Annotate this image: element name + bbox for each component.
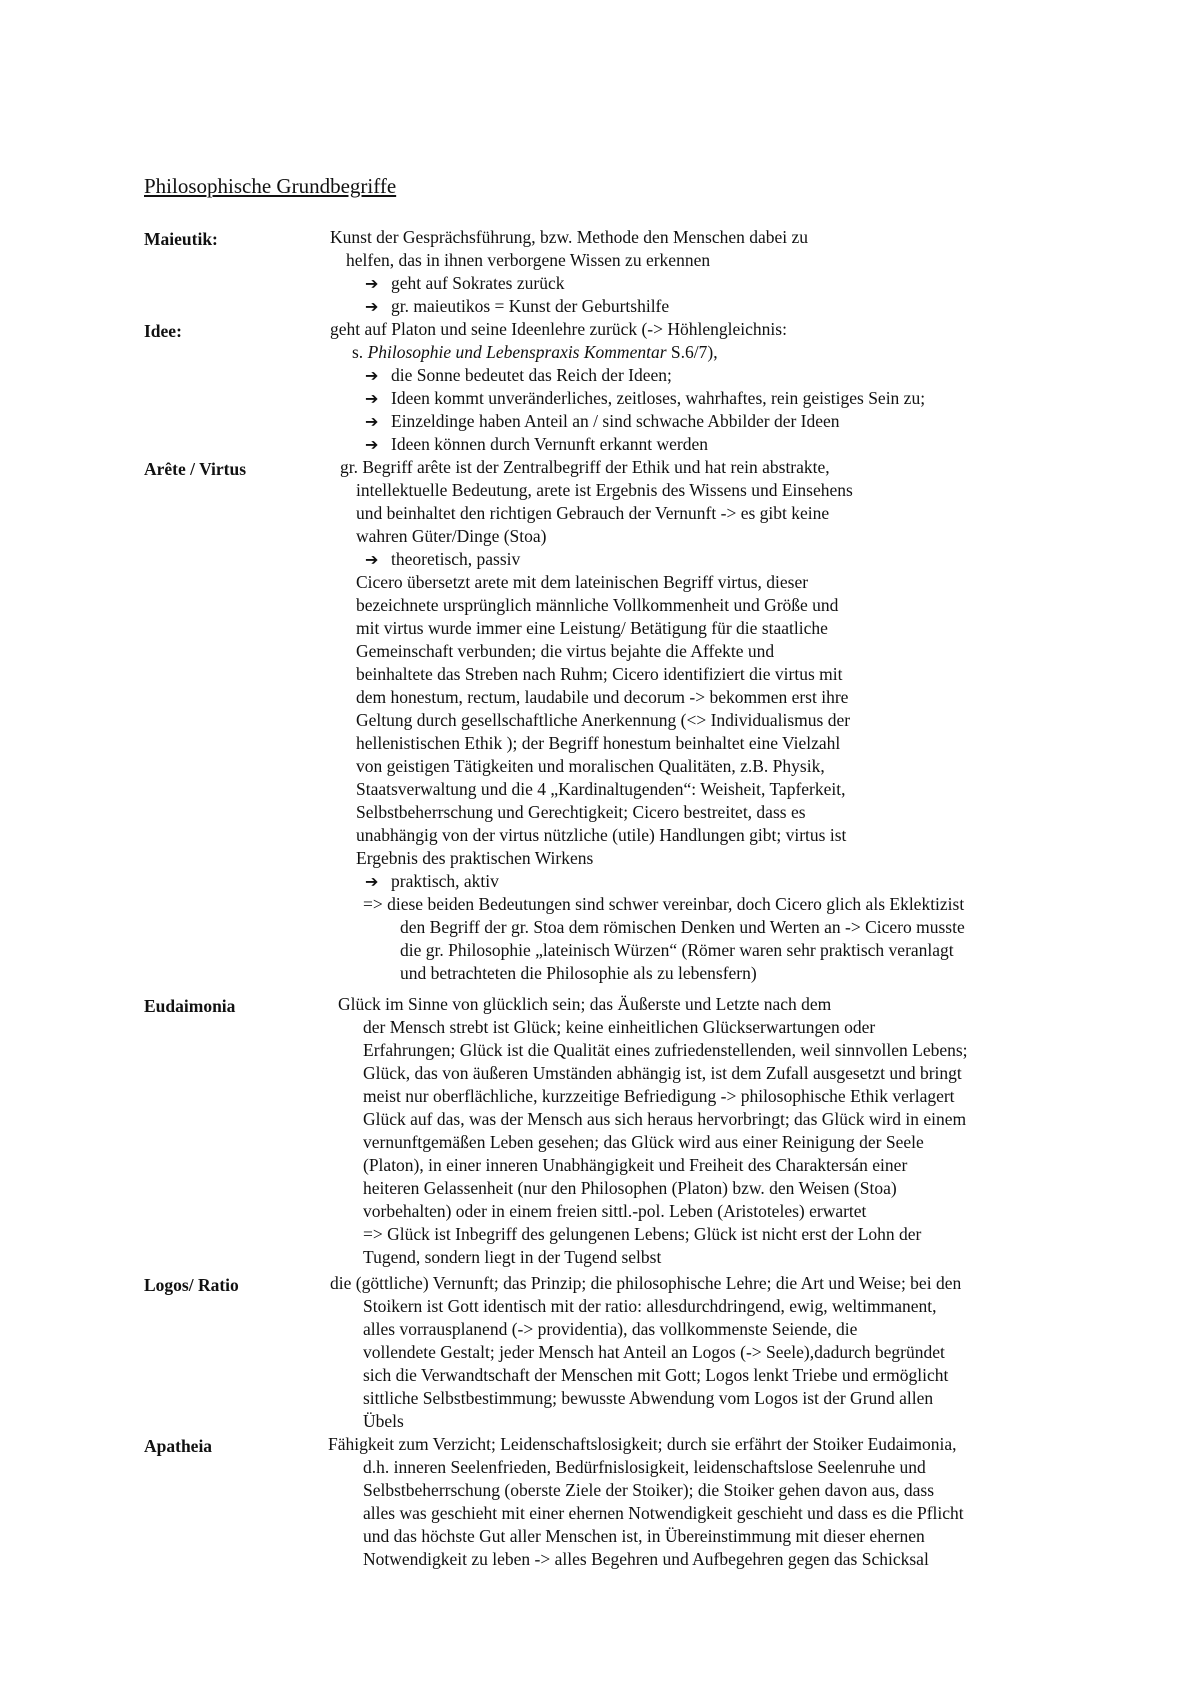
definition-line: Cicero übersetzt arete mit dem lateinischen Begriff virtus, dieser xyxy=(356,572,809,592)
definition-line: Übels xyxy=(363,1411,404,1431)
bullet-item xyxy=(365,364,672,387)
definition-line: intellektuelle Bedeutung, arete ist Ergebnis des Wissens und Einsehens xyxy=(356,480,853,500)
definition-line: gr. Begriff arête ist der Zentralbegriff der Ethik und hat rein abstrakte, xyxy=(340,457,830,477)
definition-line: Glück, das von äußeren Umständen abhängig ist, ist dem Zufall ausgesetzt und bringt xyxy=(363,1063,962,1083)
bullet-text: praktisch, aktiv xyxy=(391,871,499,891)
bullet-text: Ideen können durch Vernunft erkannt werden xyxy=(391,434,708,454)
definition-line: dem honestum, rectum, laudabile und decorum -> bekommen erst ihre xyxy=(356,687,849,707)
definition-line: Fähigkeit zum Verzicht; Leidenschaftslosigkeit; durch sie erfährt der Stoiker Eudaimonia, xyxy=(328,1434,957,1454)
definition-line: alles was geschieht mit einer ehernen Notwendigkeit geschieht und dass es die Pflicht xyxy=(363,1503,964,1523)
definition-line: hellenistischen Ethik ); der Begriff honestum beinhaltet eine Vielzahl xyxy=(356,733,841,753)
definition-line: d.h. inneren Seelenfrieden, Bedürfnislosigkeit, leidenschaftslose Seelenruhe und xyxy=(363,1457,926,1477)
bullet-item xyxy=(365,433,708,456)
definition-line: Gemeinschaft verbunden; die virtus bejahte die Affekte und xyxy=(356,641,775,661)
definition-line: beinhaltete das Streben nach Ruhm; Cicero identifiziert die virtus mit xyxy=(356,664,843,684)
definition-line: sittliche Selbstbestimmung; bewusste Abwendung vom Logos ist der Grund allen xyxy=(363,1388,934,1408)
definition-line: Geltung durch gesellschaftliche Anerkennung (<> Individualismus der xyxy=(356,710,851,730)
definition-line: unabhängig von der virtus nützliche (utile) Handlungen gibt; virtus ist xyxy=(356,825,847,845)
definition-line: Stoikern ist Gott identisch mit der ratio: allesdurchdringend, ewig, weltimmanent, xyxy=(363,1296,937,1316)
bullet-text: gr. maieutikos = Kunst der Geburtshilfe xyxy=(391,296,670,316)
bullet-text: Ideen kommt unveränderliches, zeitloses, wahrhaftes, rein geistiges Sein zu; xyxy=(391,388,926,408)
bullet-text: theoretisch, passiv xyxy=(391,549,521,569)
definition-line: (Platon), in einer inneren Unabhängigkeit und Freiheit des Charaktersán einer xyxy=(363,1155,908,1175)
definition-line: alles vorrausplanend (-> providentia), das vollkommenste Seiende, die xyxy=(363,1319,858,1339)
definition-line: Notwendigkeit zu leben -> alles Begehren und Aufbegehren gegen das Schicksal xyxy=(363,1549,929,1569)
arrow-icon: ➔ xyxy=(365,389,379,408)
definition-line: Selbstbeherrschung (oberste Ziele der Stoiker); die Stoiker gehen davon aus, dass xyxy=(363,1480,935,1500)
definition-line: Erfahrungen; Glück ist die Qualität eines zufriedenstellenden, weil sinnvollen Lebens; xyxy=(363,1040,968,1060)
arrow-icon: ➔ xyxy=(365,412,379,431)
arrow-icon: ➔ xyxy=(365,274,379,293)
definition-line: die (göttliche) Vernunft; das Prinzip; die philosophische Lehre; die Art und Weise; bei den xyxy=(330,1273,962,1293)
definition-line: Staatsverwaltung und die 4 „Kardinaltugenden“: Weisheit, Tapferkeit, xyxy=(356,779,846,799)
definition-line: Ergebnis des praktischen Wirkens xyxy=(356,848,594,868)
conclusion-line: => Glück ist Inbegriff des gelungenen Lebens; Glück ist nicht erst der Lohn der xyxy=(363,1224,922,1244)
term-eudaimonia: Eudaimonia xyxy=(144,996,236,1016)
page-title: Philosophische Grundbegriffe xyxy=(144,174,397,198)
term-arete-virtus: Arête / Virtus xyxy=(144,459,247,479)
definition-line: Glück im Sinne von glücklich sein; das Äußerste und Letzte nach dem xyxy=(338,994,832,1014)
definition-line: und das höchste Gut aller Menschen ist, in Übereinstimmung mit dieser ehernen xyxy=(363,1526,925,1546)
arrow-icon: ➔ xyxy=(365,297,379,316)
conclusion-line: => diese beiden Bedeutungen sind schwer vereinbar, doch Cicero glich als Eklektizist xyxy=(363,894,965,914)
bullet-item xyxy=(365,870,499,893)
bullet-item xyxy=(365,387,925,410)
definition-line: wahren Güter/Dinge (Stoa) xyxy=(356,526,547,546)
bullet-text: geht auf Sokrates zurück xyxy=(391,273,565,293)
term-maieutik: Maieutik: xyxy=(144,229,218,249)
definition-line: und betrachteten die Philosophie als zu lebensfern) xyxy=(400,963,757,983)
definition-line xyxy=(352,341,718,364)
definition-line: mit virtus wurde immer eine Leistung/ Betätigung für die staatliche xyxy=(356,618,828,638)
definition-line: helfen, das in ihnen verborgene Wissen zu erkennen xyxy=(346,250,711,270)
bullet-item xyxy=(365,272,564,295)
definition-line: geht auf Platon und seine Ideenlehre zurück (-> Höhlengleichnis: xyxy=(330,319,787,339)
definition-line: Glück auf das, was der Mensch aus sich heraus hervorbringt; das Glück wird in einem xyxy=(363,1109,967,1129)
term-idee: Idee: xyxy=(144,321,182,341)
definition-line: der Mensch strebt ist Glück; keine einheitlichen Glückserwartungen oder xyxy=(363,1017,876,1037)
bullet-item xyxy=(365,548,520,571)
definition-line: vernunftgemäßen Leben gesehen; das Glück wird aus einer Reinigung der Seele xyxy=(363,1132,924,1152)
definition-line: heiteren Gelassenheit (nur den Philosophen (Platon) bzw. den Weisen (Stoa) xyxy=(363,1178,897,1198)
text-segment: S.6/7), xyxy=(666,342,718,362)
definition-line: vorbehalten) oder in einem freien sittl.-pol. Leben (Aristoteles) erwartet xyxy=(363,1201,867,1221)
arrow-icon: ➔ xyxy=(365,366,379,385)
definition-line: meist nur oberflächliche, kurzzeitige Befriedigung -> philosophische Ethik verlagert xyxy=(363,1086,955,1106)
definition-line: bezeichnete ursprünglich männliche Vollkommenheit und Größe und xyxy=(356,595,839,615)
arrow-icon: ➔ xyxy=(365,872,379,891)
definition-line: von geistigen Tätigkeiten und moralischen Qualitäten, z.B. Physik, xyxy=(356,756,825,776)
bullet-item xyxy=(365,295,669,318)
definition-line: Kunst der Gesprächsführung, bzw. Methode den Menschen dabei zu xyxy=(330,227,809,247)
definition-line: vollendete Gestalt; jeder Mensch hat Anteil an Logos (-> Seele),dadurch begründet xyxy=(363,1342,945,1362)
book-reference: Philosophie und Lebenspraxis Kommentar xyxy=(367,342,667,362)
term-apatheia: Apatheia xyxy=(144,1436,213,1456)
arrow-icon: ➔ xyxy=(365,435,379,454)
term-logos-ratio: Logos/ Ratio xyxy=(144,1275,239,1295)
bullet-text: die Sonne bedeutet das Reich der Ideen; xyxy=(391,365,672,385)
bullet-item xyxy=(365,410,840,433)
arrow-icon: ➔ xyxy=(365,550,379,569)
definition-line: und beinhaltet den richtigen Gebrauch der Vernunft -> es gibt keine xyxy=(356,503,830,523)
definition-line: sich die Verwandtschaft der Menschen mit Gott; Logos lenkt Triebe und ermöglicht xyxy=(363,1365,949,1385)
definition-line: Tugend, sondern liegt in der Tugend selbst xyxy=(363,1247,662,1267)
definition-line: den Begriff der gr. Stoa dem römischen Denken und Werten an -> Cicero musste xyxy=(400,917,965,937)
definition-line: Selbstbeherrschung und Gerechtigkeit; Cicero bestreitet, dass es xyxy=(356,802,806,822)
text-segment: s. xyxy=(352,342,368,362)
definition-line: die gr. Philosophie „lateinisch Würzen“ (Römer waren sehr praktisch veranlagt xyxy=(400,940,954,960)
bullet-text: Einzeldinge haben Anteil an / sind schwache Abbilder der Ideen xyxy=(391,411,840,431)
